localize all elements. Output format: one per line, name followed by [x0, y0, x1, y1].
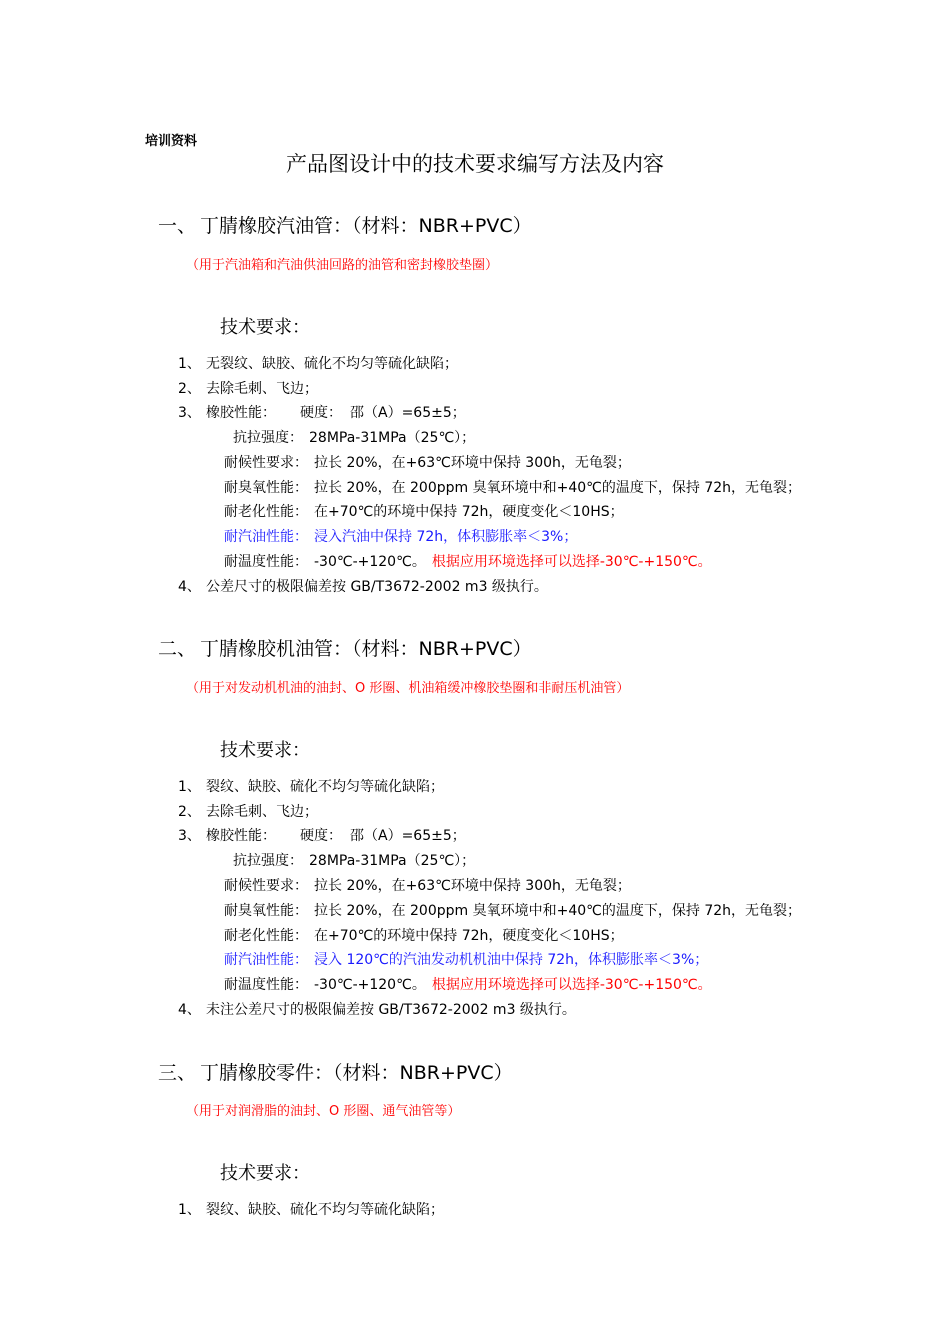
- property-value: -30℃-+120℃。: [314, 977, 426, 993]
- item-text: 裂纹、缺胶、硫化不均匀等硫化缺陷；: [206, 1202, 444, 1218]
- property-line: [224, 900, 801, 920]
- property-label: 耐臭氧性能：: [224, 480, 308, 496]
- property-line-oil: [224, 949, 708, 969]
- property-value: 在+70℃的环境中保持 72h，硬度变化＜10HS；: [314, 928, 624, 944]
- section-1-requirements-title: 技术要求：: [220, 317, 310, 338]
- item-text: 无裂纹、缺胶、硫化不均匀等硫化缺陷；: [206, 356, 458, 372]
- section-3-usage: （用于对润滑脂的油封、O 形圈、通气油管等）: [186, 1104, 461, 1119]
- section-3-heading: [158, 1058, 513, 1085]
- property-line: [224, 974, 712, 994]
- property-value: 拉长 20%，在+63℃环境中保持 300h，无龟裂；: [314, 878, 631, 894]
- item-index: 3、: [178, 405, 201, 421]
- header-label: 培训资料: [145, 134, 198, 149]
- temperature-note: 根据应用环境选择可以选择-30℃-+150℃。: [431, 554, 712, 570]
- section-2-heading: [158, 634, 532, 661]
- property-label: 抗拉强度：: [233, 430, 303, 446]
- property-line: [224, 452, 631, 472]
- section-2-usage: （用于对发动机机油的油封、O 形圈、机油箱缓冲橡胶垫圈和非耐压机油管）: [186, 681, 630, 696]
- property-label: 耐汽油性能：: [224, 529, 308, 545]
- section-3-requirements-title: 技术要求：: [220, 1163, 310, 1184]
- hardness-value: 邵（A）=65±5；: [350, 405, 466, 421]
- property-line: [224, 551, 712, 571]
- item-index: 1、: [178, 356, 201, 372]
- property-line: [224, 875, 631, 895]
- property-value: 浸入 120℃的汽油发动机机油中保持 72h，体积膨胀率＜3%；: [314, 952, 709, 968]
- property-label: 耐温度性能：: [224, 554, 308, 570]
- property-label: 耐老化性能：: [224, 504, 308, 520]
- section-title: 丁腈橡胶汽油管：（材料：NBR+PVC）: [200, 215, 532, 237]
- temperature-note: 根据应用环境选择可以选择-30℃-+150℃。: [431, 977, 712, 993]
- section-1-usage: （用于汽油箱和汽油供油回路的油管和密封橡胶垫圈）: [186, 258, 499, 273]
- property-label: 耐老化性能：: [224, 928, 308, 944]
- section-2-requirements-title: 技术要求：: [220, 740, 310, 761]
- property-label: 抗拉强度：: [233, 853, 303, 869]
- property-line: [224, 925, 624, 945]
- item-index: 1、: [178, 779, 201, 795]
- property-line: [233, 850, 475, 870]
- property-value: 拉长 20%，在 200ppm 臭氧环境中和+40℃的温度下，保持 72h，无龟裂；: [314, 903, 802, 919]
- section-number: 三、: [158, 1062, 197, 1084]
- item-index: 4、: [178, 1002, 201, 1018]
- property-line: [224, 501, 624, 521]
- item-text: 未注公差尺寸的极限偏差按 GB/T3672-2002 m3 级执行。: [206, 1002, 576, 1018]
- section-number: 二、: [158, 638, 197, 660]
- property-line-oil: [224, 526, 577, 546]
- item-index: 2、: [178, 804, 201, 820]
- item-text: 去除毛刺、飞边；: [206, 804, 318, 820]
- hardness-label: 硬度：: [300, 828, 342, 844]
- property-value: 在+70℃的环境中保持 72h，硬度变化＜10HS；: [314, 504, 624, 520]
- property-label: 耐汽油性能：: [224, 952, 308, 968]
- section-number: 一、: [158, 215, 197, 237]
- item-index: 3、: [178, 828, 201, 844]
- hardness-value: 邵（A）=65±5；: [350, 828, 466, 844]
- property-label: 耐温度性能：: [224, 977, 308, 993]
- rubber-property-label: 橡胶性能：: [206, 405, 276, 421]
- property-label: 耐候性要求：: [224, 878, 308, 894]
- property-label: 耐臭氧性能：: [224, 903, 308, 919]
- item-text: [206, 402, 466, 422]
- item-text: [206, 825, 466, 845]
- property-value: 28MPa-31MPa（25℃）；: [309, 853, 476, 869]
- property-line: [233, 427, 475, 447]
- section-1-heading: [158, 211, 532, 238]
- item-index: 2、: [178, 381, 201, 397]
- item-text: 裂纹、缺胶、硫化不均匀等硫化缺陷；: [206, 779, 444, 795]
- document-title: 产品图设计中的技术要求编写方法及内容: [286, 152, 664, 176]
- item-index: 4、: [178, 579, 201, 595]
- property-value: 拉长 20%，在+63℃环境中保持 300h，无龟裂；: [314, 455, 631, 471]
- hardness-label: 硬度：: [300, 405, 342, 421]
- item-text: 公差尺寸的极限偏差按 GB/T3672-2002 m3 级执行。: [206, 579, 548, 595]
- property-value: -30℃-+120℃。: [314, 554, 426, 570]
- section-title: 丁腈橡胶机油管：（材料：NBR+PVC）: [200, 638, 532, 660]
- item-index: 1、: [178, 1202, 201, 1218]
- property-value: 拉长 20%，在 200ppm 臭氧环境中和+40℃的温度下，保持 72h，无龟裂；: [314, 480, 802, 496]
- property-line: [224, 477, 801, 497]
- item-text: 去除毛刺、飞边；: [206, 381, 318, 397]
- section-title: 丁腈橡胶零件：（材料：NBR+PVC）: [200, 1062, 513, 1084]
- rubber-property-label: 橡胶性能：: [206, 828, 276, 844]
- property-value: 28MPa-31MPa（25℃）；: [309, 430, 476, 446]
- property-label: 耐候性要求：: [224, 455, 308, 471]
- property-value: 浸入汽油中保持 72h，体积膨胀率＜3%；: [314, 529, 578, 545]
